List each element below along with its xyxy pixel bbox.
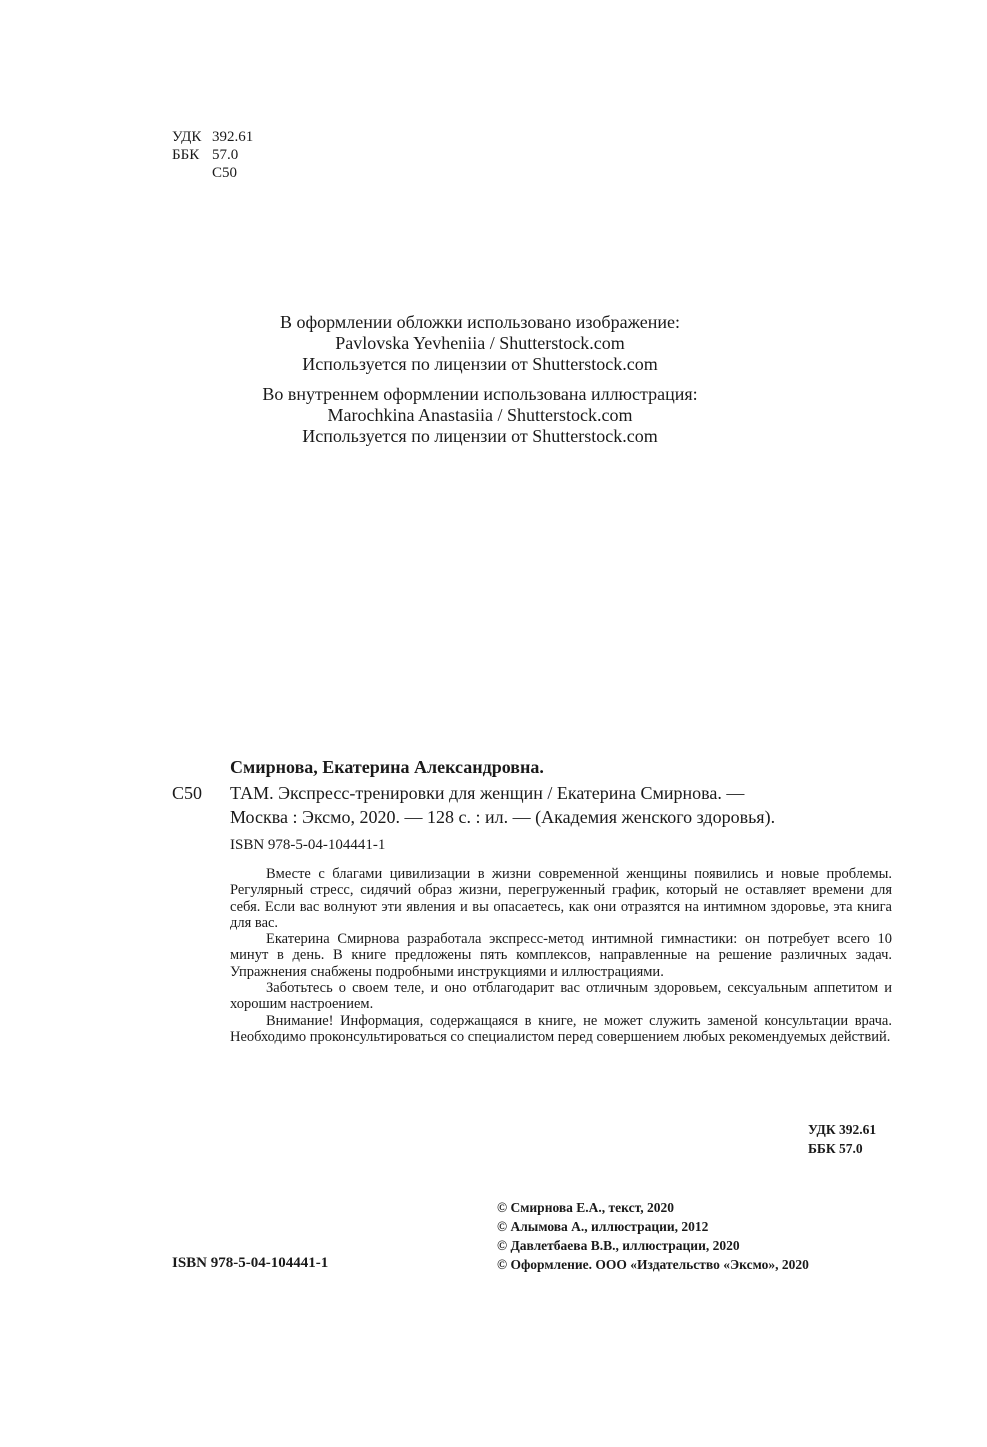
udk-row: [172, 128, 253, 146]
isbn-bottom: ISBN 978-5-04-104441-1: [172, 1255, 329, 1271]
credit-line: Во внутреннем оформлении использована иллюстрация:: [262, 384, 698, 404]
record-title-line: ТАМ. Экспресс-тренировки для женщин / Екатерина Смирнова. —: [230, 783, 745, 803]
record-code: С50: [172, 783, 203, 803]
annotation-paragraph: Заботьтесь о своем теле, и оно отблагодарит вас отличным здоровьем, сексуальным аппетитом и хорошим настроением.: [230, 980, 892, 1013]
annotation-paragraph: Вместе с благами цивилизации в жизни современной женщины появились и новые проблемы. Регулярный стресс, сидячий образ жизни, перегруженный график, который не оставляет времени для себя. Если вас волнуют эти явления и вы опасаетесь, как они отразятся на интимном здоровье, эта книга для вас.: [230, 866, 892, 931]
credit-line: Marochkina Anastasiia / Shutterstock.com: [327, 405, 633, 425]
annotation-paragraph: Екатерина Смирнова разработала экспресс-метод интимной гимнастики: он потребует всего 10 минут в день. В книге предложены пять комплексов, направленные на решение различных задач. Упражнения снабжены подробными инструкциями и иллюстрациями.: [230, 931, 892, 980]
annotation: [230, 866, 892, 1045]
bbk-summary: ББК 57.0: [808, 1141, 863, 1156]
credit-line: В оформлении обложки использовано изображение:: [279, 312, 681, 332]
record-imprint-line: Москва : Эксмо, 2020. — 128 с. : ил. — (Академия женского здоровья).: [230, 807, 776, 827]
udk-summary: УДК 392.61: [808, 1122, 877, 1137]
copyright-line: © Смирнова Е.А., текст, 2020: [497, 1200, 674, 1215]
classification-block: [172, 128, 253, 182]
interior-illustration-credit: [200, 384, 760, 447]
copyright-line: © Алымова А., иллюстрации, 2012: [497, 1219, 709, 1234]
classification-summary: [808, 1120, 876, 1158]
udk-label: УДК: [172, 129, 202, 145]
annotation-paragraph: Внимание! Информация, содержащаяся в книге, не может служить заменой консультации врача. Необходимо проконсультироваться со специалистом перед совершением любых рекомендуемых действий.: [230, 1012, 892, 1045]
copyright-line: © Давлетбаева В.В., иллюстрации, 2020: [497, 1238, 740, 1253]
bbk-label: ББК: [172, 147, 200, 163]
bbk-row: [172, 146, 253, 164]
udk-value: 392.61: [212, 129, 254, 145]
credit-line: Pavlovska Yevheniia / Shutterstock.com: [335, 333, 625, 353]
credit-line: Используется по лицензии от Shutterstock.com: [302, 354, 658, 374]
credit-line: Используется по лицензии от Shutterstock.com: [302, 426, 658, 446]
record-isbn: ISBN 978-5-04-104441-1: [230, 837, 386, 853]
copyright-block: [497, 1198, 809, 1274]
cover-image-credit: [200, 312, 760, 375]
bbk-value: 57.0: [212, 147, 239, 163]
copyright-line: © Оформление. ООО «Издательство «Эксмо», 2020: [497, 1257, 809, 1272]
author-code: С50: [212, 165, 238, 181]
record-author: Смирнова, Екатерина Александровна.: [230, 757, 544, 777]
